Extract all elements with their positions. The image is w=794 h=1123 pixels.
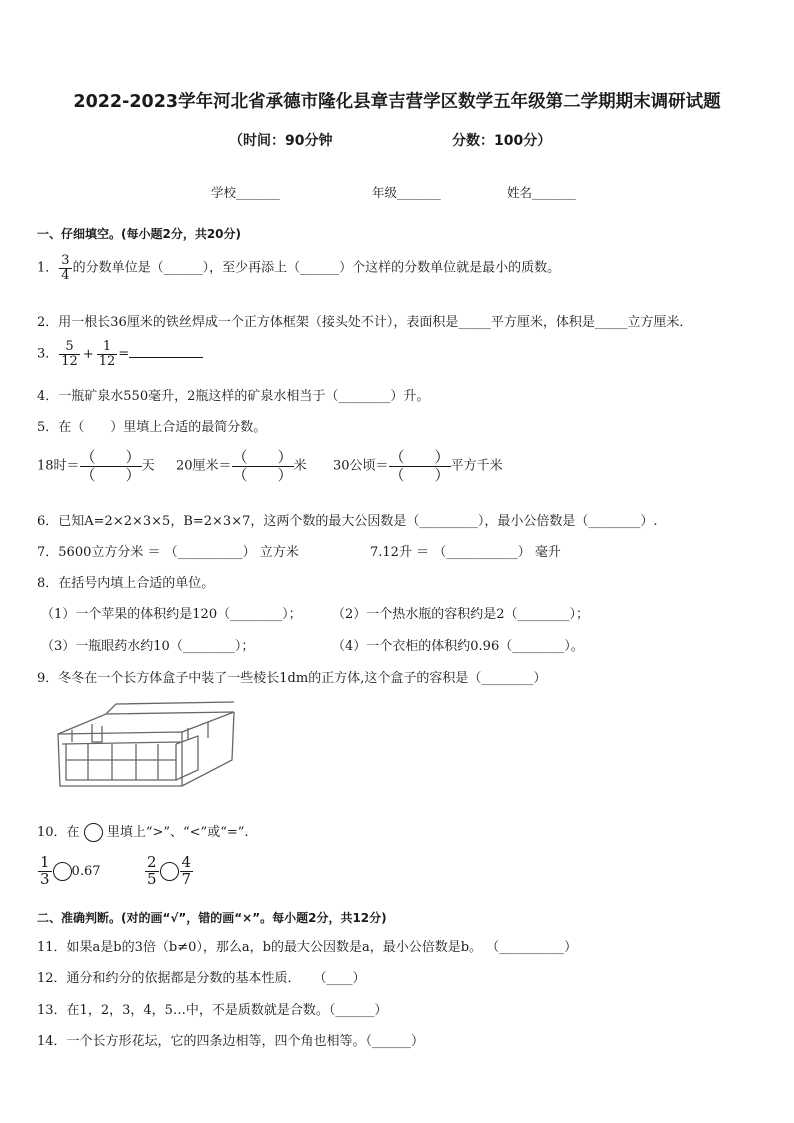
q10-e1-numerator: 1 <box>40 853 50 871</box>
question-10 <box>37 821 249 842</box>
school-field: 学校_______ <box>211 185 280 200</box>
question-5: 5．在（ ）里填上合适的最简分数。 <box>37 420 267 435</box>
q10-e2-b-numerator: 4 <box>181 853 192 871</box>
question-2: 2．用一根长36厘米的铁丝焊成一个正方体框架（接头处不计），表面积是_____平方厘米，体积是_____立方厘米． <box>37 315 693 330</box>
question-13: 13．在1，2，3，4，5…中，不是质数就是合数。（______） <box>37 1003 388 1018</box>
q10-e1-value: 0.67 <box>71 863 101 879</box>
q5-part-2 <box>176 449 307 483</box>
q1-text: 的分数单位是（______），至少再添上（______）个这样的分数单位就是最小的质数。 <box>72 260 561 276</box>
q5-part-1 <box>37 449 155 483</box>
q5-p1-denominator-blank[interactable]: （ ） <box>80 465 141 484</box>
question-1 <box>37 254 560 282</box>
q3-a-denominator: 12 <box>61 353 78 369</box>
question-3 <box>37 340 203 368</box>
q5-p2-label: 20厘米＝ <box>176 458 232 474</box>
q5-p1-fraction[interactable] <box>80 449 142 483</box>
q10-e1-denominator: 3 <box>40 869 50 888</box>
q5-p1-numerator-blank[interactable]: （ ） <box>80 448 141 466</box>
q10-e2-answer-circle[interactable] <box>160 862 179 881</box>
q10-text-end: 里填上“>”、“<”或“=”. <box>106 825 249 840</box>
q5-p2-fraction[interactable] <box>232 449 294 483</box>
q5-p2-unit: 米 <box>293 458 307 474</box>
exam-score: 分数：100分） <box>452 133 552 149</box>
q5-p3-fraction[interactable] <box>389 449 451 483</box>
q5-p3-label: 30公顷＝ <box>333 458 389 474</box>
q5-p3-unit: 平方千米 <box>450 458 503 474</box>
q3-operator: + <box>82 346 94 362</box>
question-11: 11．如果a是b的3倍（b≠0），那么a，b的最大公因数是a，最小公倍数是b。 （__________） <box>37 940 578 955</box>
q10-expression-1 <box>37 855 101 888</box>
q3-b-denominator: 12 <box>98 353 116 369</box>
q5-p1-label: 18时＝ <box>37 458 80 474</box>
q3-fraction-a <box>59 340 80 368</box>
q8-part-4: （4）一个衣柜的体积约0.96（________）。 <box>332 639 584 654</box>
q5-p3-numerator-blank[interactable]: （ ） <box>389 448 450 466</box>
q3-a-numerator: 5 <box>59 340 80 355</box>
name-field: 姓名_______ <box>507 185 576 200</box>
question-12: 12．通分和约分的依据都是分数的基本性质． （____） <box>37 971 366 986</box>
comparison-circle-icon <box>84 823 103 842</box>
q3-equals: = <box>118 346 130 362</box>
q1-number: 1． <box>37 260 59 276</box>
question-14: 14．一个长方形花坛，它的四条边相等，四个角也相等。（______） <box>37 1034 425 1049</box>
question-4: 4．一瓶矿泉水550毫升，2瓶这样的矿泉水相当于（________）升。 <box>37 389 430 404</box>
q10-e2-fraction-a <box>145 855 159 888</box>
question-7b: 7.12升 ＝ （___________） 毫升 <box>370 545 561 560</box>
q3-fraction-b <box>97 340 118 368</box>
q8-part-3: （3）一瓶眼药水约10（________）； <box>41 639 255 654</box>
q8-part-2: （2）一个热水瓶的容积约是2（________）； <box>332 607 590 622</box>
q5-p3-denominator-blank[interactable]: （ ） <box>389 465 450 484</box>
question-8: 8．在括号内填上合适的单位。 <box>37 576 215 591</box>
q10-e2-fraction-b <box>180 855 194 888</box>
question-9: 9．冬冬在一个长方体盒子中装了一些棱长1dm的正方体,这个盒子的容积是（________） <box>37 671 547 686</box>
q1-fraction <box>59 254 71 282</box>
q3-b-numerator: 1 <box>97 340 118 355</box>
q10-e1-fraction <box>38 855 52 888</box>
q8-part-1: （1）一个苹果的体积约是120（________）； <box>41 607 302 622</box>
q5-p2-numerator-blank[interactable]: （ ） <box>232 448 293 466</box>
question-7a: 7．5600立方分米 ＝ （__________） 立方米 <box>37 545 299 560</box>
q1-numerator: 3 <box>61 253 70 268</box>
q10-e2-a-numerator: 2 <box>147 853 157 871</box>
section-2-heading: 二、准确判断。(对的画“√”，错的画“×”。每小题2分，共12分) <box>37 911 387 925</box>
question-6: 6．已知A=2×2×3×5，B=2×3×7，这两个数的最大公因数是（_________），最小公倍数是（________）. <box>37 514 658 529</box>
q3-number: 3． <box>37 346 59 362</box>
exam-time: （时间：90分钟 <box>229 133 333 149</box>
q10-e1-answer-circle[interactable] <box>53 862 72 881</box>
q10-e2-a-denominator: 5 <box>147 869 157 888</box>
box-with-cubes-illustration <box>48 700 243 792</box>
q5-p1-unit: 天 <box>141 458 155 474</box>
q5-p2-denominator-blank[interactable]: （ ） <box>232 465 293 484</box>
q1-denominator: 4 <box>61 267 70 283</box>
q10-text-start: 10．在 <box>37 825 80 840</box>
section-1-heading: 一、仔细填空。(每小题2分，共20分) <box>37 227 242 241</box>
exam-title: 2022-2023学年河北省承德市隆化县章吉营学区数学五年级第二学期期末调研试题 <box>73 92 721 112</box>
q5-part-3 <box>333 449 503 483</box>
q10-expression-2 <box>144 855 194 888</box>
q3-answer-blank[interactable] <box>129 357 203 358</box>
q10-e2-b-denominator: 7 <box>181 869 192 888</box>
grade-field: 年级_______ <box>372 185 441 200</box>
